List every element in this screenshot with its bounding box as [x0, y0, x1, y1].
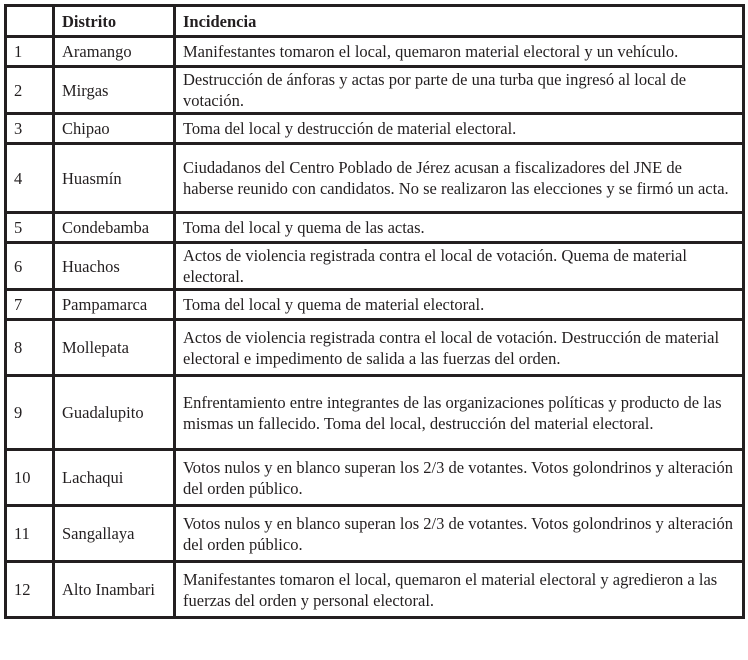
table-row: [6, 320, 744, 376]
row-incidencia: Manifestantes tomaron el local, quemaron material electoral y un vehículo.: [175, 37, 744, 67]
row-incidencia: Actos de violencia registrada contra el local de votación. Quema de material electoral.: [175, 243, 744, 290]
row-number: 4: [6, 144, 54, 213]
row-incidencia: Toma del local y quema de las actas.: [175, 213, 744, 243]
row-distrito: Aramango: [54, 37, 175, 67]
row-number: 10: [6, 450, 54, 506]
table-row: [6, 114, 744, 144]
row-distrito: Pampamarca: [54, 290, 175, 320]
row-distrito: Condebamba: [54, 213, 175, 243]
row-number: 2: [6, 67, 54, 114]
table-body: [6, 37, 744, 618]
table-row: [6, 67, 744, 114]
row-number: 12: [6, 562, 54, 618]
row-number: 9: [6, 376, 54, 450]
row-distrito: Guadalupito: [54, 376, 175, 450]
header-number: [6, 6, 54, 37]
row-number: 1: [6, 37, 54, 67]
row-distrito: Alto Inambari: [54, 562, 175, 618]
row-distrito: Huasmín: [54, 144, 175, 213]
row-distrito: Lachaqui: [54, 450, 175, 506]
table-row: [6, 243, 744, 290]
table-row: [6, 376, 744, 450]
row-number: 7: [6, 290, 54, 320]
header-row: [6, 6, 744, 37]
row-number: 3: [6, 114, 54, 144]
row-incidencia: Toma del local y quema de material electoral.: [175, 290, 744, 320]
row-distrito: Huachos: [54, 243, 175, 290]
row-incidencia: Votos nulos y en blanco superan los 2/3 de votantes. Votos golondrinos y alteración del orden público.: [175, 450, 744, 506]
row-number: 5: [6, 213, 54, 243]
row-distrito: Mollepata: [54, 320, 175, 376]
row-distrito: Chipao: [54, 114, 175, 144]
row-incidencia: Ciudadanos del Centro Poblado de Jérez acusan a fiscalizadores del JNE de haberse reunido con candidatos. No se realizaron las elecciones y se firmó un acta.: [175, 144, 744, 213]
row-number: 11: [6, 506, 54, 562]
table-row: [6, 562, 744, 618]
row-number: 8: [6, 320, 54, 376]
row-distrito: Sangallaya: [54, 506, 175, 562]
table-row: [6, 506, 744, 562]
row-incidencia: Manifestantes tomaron el local, quemaron el material electoral y agredieron a las fuerzas del orden y personal electoral.: [175, 562, 744, 618]
row-incidencia: Votos nulos y en blanco superan los 2/3 de votantes. Votos golondrinos y alteración del orden público.: [175, 506, 744, 562]
table-row: [6, 37, 744, 67]
incidents-table: [4, 4, 745, 619]
row-incidencia: Toma del local y destrucción de material electoral.: [175, 114, 744, 144]
header-incidencia: Incidencia: [175, 6, 744, 37]
header-distrito: Distrito: [54, 6, 175, 37]
row-number: 6: [6, 243, 54, 290]
row-distrito: Mirgas: [54, 67, 175, 114]
row-incidencia: Enfrentamiento entre integrantes de las organizaciones políticas y producto de las mismas un fallecido. Toma del local, destrucción del material electoral.: [175, 376, 744, 450]
table-row: [6, 290, 744, 320]
row-incidencia: Actos de violencia registrada contra el local de votación. Destrucción de material electoral e impedimento de salida a las fuerzas del orden.: [175, 320, 744, 376]
table-row: [6, 450, 744, 506]
row-incidencia: Destrucción de ánforas y actas por parte de una turba que ingresó al local de votación.: [175, 67, 744, 114]
table-row: [6, 144, 744, 213]
table-row: [6, 213, 744, 243]
